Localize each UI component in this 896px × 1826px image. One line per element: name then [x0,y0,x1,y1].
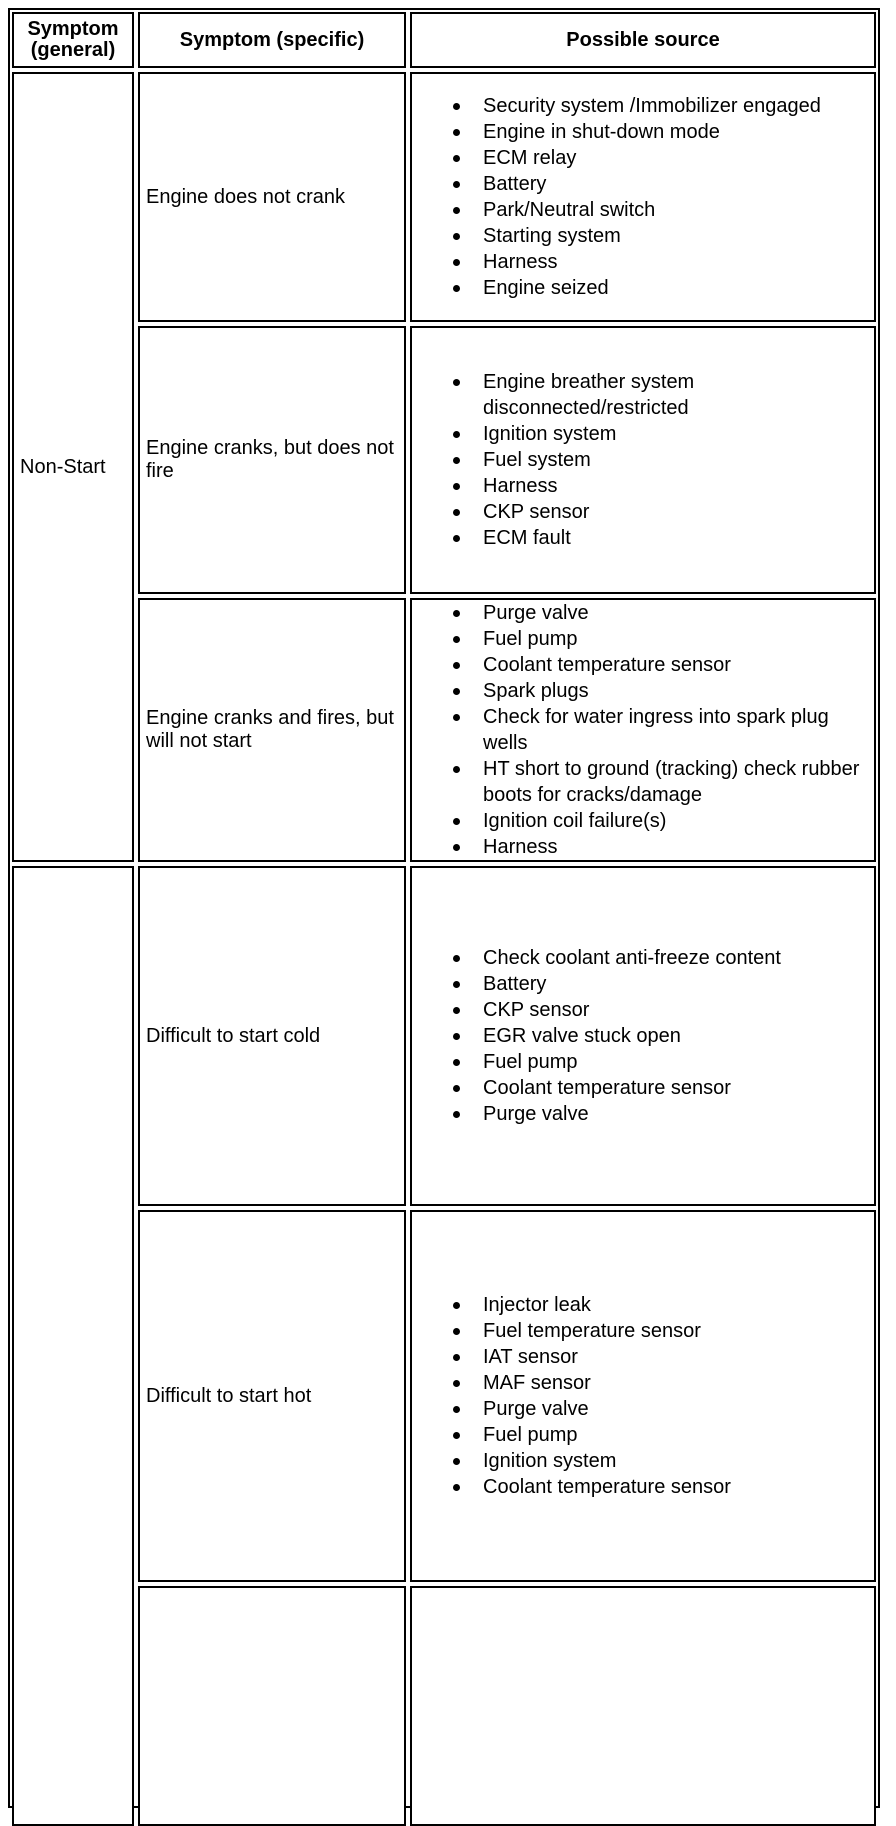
source-item: Purge valve [483,600,870,626]
source-item: Purge valve [483,1101,870,1127]
source-item: HT short to ground (tracking) check rubber boots for cracks/damage [483,756,870,808]
diagnosis-table [8,8,880,1808]
possible-source-list [410,1210,876,1582]
possible-source-list [410,72,876,322]
source-item: Fuel pump [483,626,870,652]
source-item: CKP sensor [483,499,870,525]
source-item: ECM fault [483,525,870,551]
source-item: Coolant temperature sensor [483,652,870,678]
source-item: MAF sensor [483,1370,870,1396]
source-item: Injector leak [483,1292,870,1318]
general-difficult-start [12,866,134,1826]
specific-symptom: Difficult to start hot [138,1210,406,1582]
source-item: Ignition coil failure(s) [483,808,870,834]
specific-symptom: Engine cranks and fires, but will not start [138,598,406,862]
specific-symptom: Engine cranks, but does not fire [138,326,406,594]
source-item: Security system /Immobilizer engaged [483,93,870,119]
header-symptom-specific: Symptom (specific) [138,12,406,68]
source-item: Harness [483,249,870,275]
source-item: Fuel pump [483,1049,870,1075]
source-item: Coolant temperature sensor [483,1474,870,1500]
source-item: Fuel temperature sensor [483,1318,870,1344]
source-item: Park/Neutral switch [483,197,870,223]
source-item: Purge valve [483,1396,870,1422]
source-item: Check for water ingress into spark plug wells [483,704,870,756]
source-item: IAT sensor [483,1344,870,1370]
source-item: Check coolant anti-freeze content [483,945,870,971]
possible-source-list [410,326,876,594]
general-non-start: Non-Start [12,72,134,862]
possible-source-list [410,598,876,862]
source-item: Ignition system [483,1448,870,1474]
source-item: Harness [483,834,870,860]
possible-source-list [410,1586,876,1826]
source-item: Fuel pump [483,1422,870,1448]
source-item: Battery [483,171,870,197]
source-item: Starting system [483,223,870,249]
source-item: Fuel system [483,447,870,473]
source-item: Battery [483,971,870,997]
header-possible-source: Possible source [410,12,876,68]
source-item: Engine seized [483,275,870,301]
specific-symptom [138,1586,406,1826]
source-item: ECM relay [483,145,870,171]
source-item: Coolant temperature sensor [483,1075,870,1101]
source-item: Spark plugs [483,678,870,704]
source-item: Ignition system [483,421,870,447]
source-item: CKP sensor [483,997,870,1023]
source-item: Engine in shut-down mode [483,119,870,145]
source-item: Harness [483,473,870,499]
specific-symptom: Engine does not crank [138,72,406,322]
possible-source-list [410,866,876,1206]
specific-symptom: Difficult to start cold [138,866,406,1206]
source-item: Engine breather system disconnected/restricted [483,369,870,421]
source-item: EGR valve stuck open [483,1023,870,1049]
header-symptom-general: Symptom (general) [12,12,134,68]
